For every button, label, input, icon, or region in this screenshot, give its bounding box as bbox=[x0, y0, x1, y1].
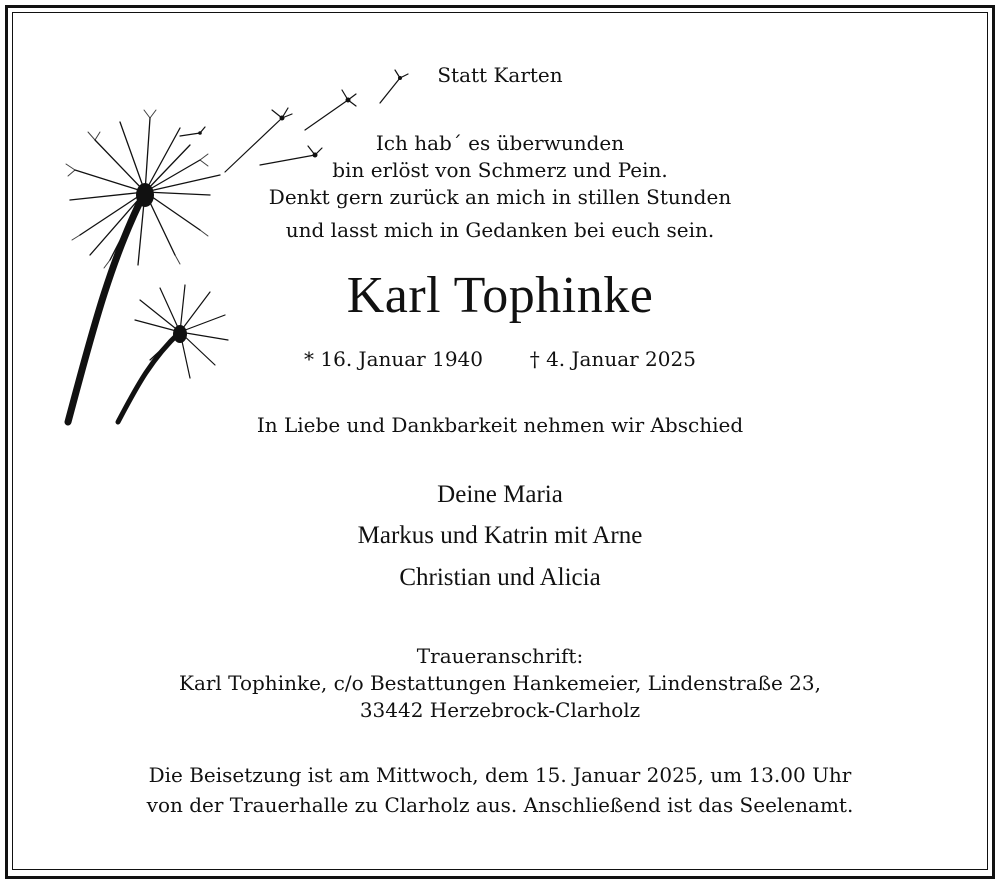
address-heading: Traueranschrift: bbox=[416, 644, 584, 668]
deceased-name: Karl Tophinke bbox=[346, 267, 654, 324]
dandelion-icon bbox=[50, 60, 450, 430]
farewell-text: In Liebe und Dankbarkeit nehmen wir Abschied bbox=[256, 413, 744, 437]
family-member-2: Markus und Katrin mit Arne bbox=[357, 522, 643, 549]
life-dates bbox=[0, 346, 1000, 373]
family-member-3: Christian und Alicia bbox=[399, 564, 601, 591]
birth-date: * 16. Januar 1940 bbox=[304, 347, 483, 371]
family-member-1: Deine Maria bbox=[437, 481, 563, 508]
header-text: Statt Karten bbox=[437, 63, 563, 87]
poem-line-2: bin erlöst von Schmerz und Pein. bbox=[332, 158, 668, 182]
funeral-line-1: Die Beisetzung ist am Mittwoch, dem 15. Januar 2025, um 13.00 Uhr bbox=[148, 763, 852, 787]
address-line-2: 33442 Herzebrock-Clarholz bbox=[359, 698, 641, 722]
death-date: † 4. Januar 2025 bbox=[529, 347, 696, 371]
funeral-line-2: von der Trauerhalle zu Clarholz aus. Anschließend ist das Seelenamt. bbox=[146, 793, 854, 817]
poem-line-4: und lasst mich in Gedanken bei euch sein. bbox=[285, 218, 715, 242]
poem-line-1: Ich hab´ es überwunden bbox=[375, 131, 625, 155]
address-line-1: Karl Tophinke, c/o Bestattungen Hankemeier, Lindenstraße 23, bbox=[179, 671, 821, 695]
poem-line-3: Denkt gern zurück an mich in stillen Stunden bbox=[268, 185, 732, 209]
